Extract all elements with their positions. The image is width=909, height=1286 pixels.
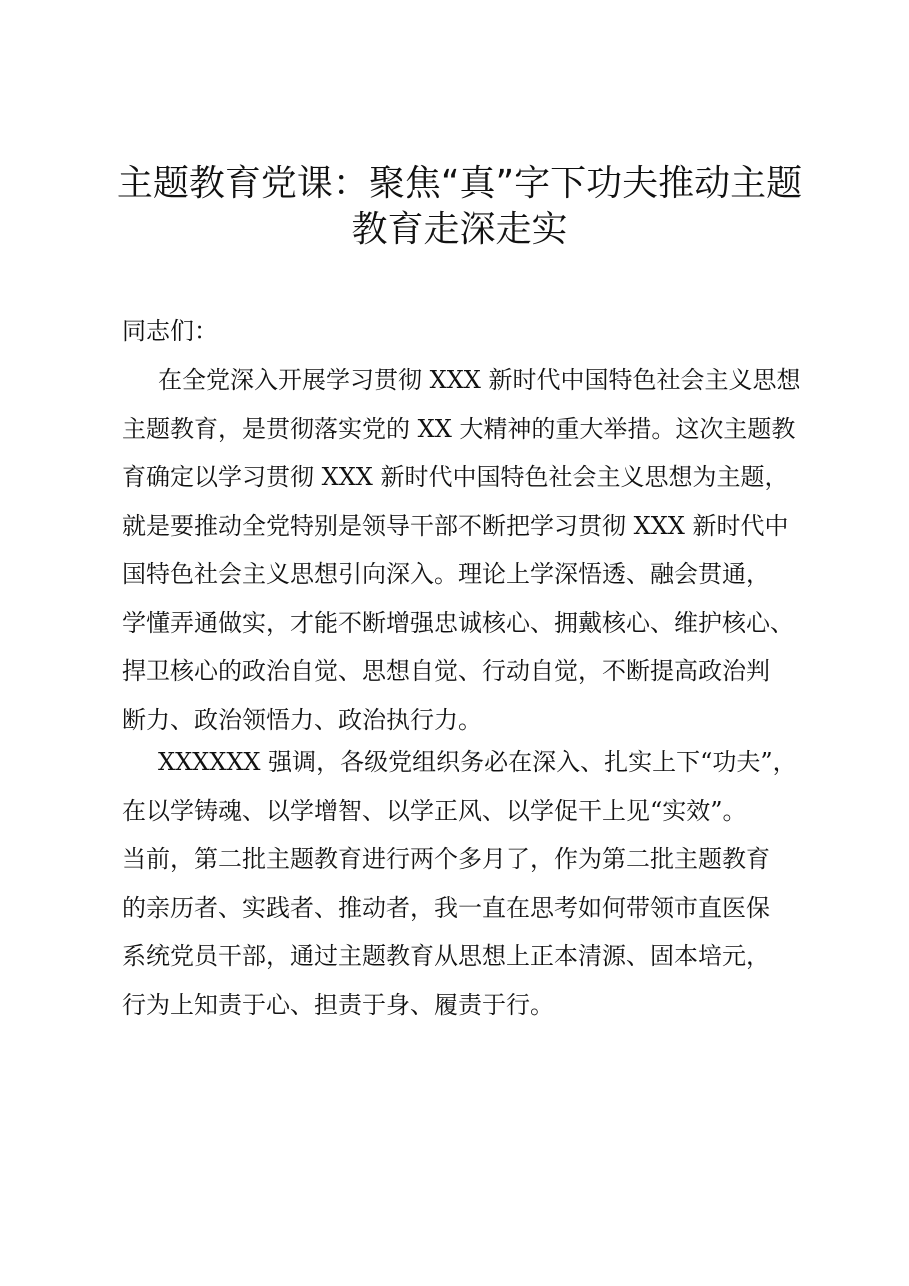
paragraph-line: 学懂弄通做实，才能不断增强忠诚核心、拥戴核心、维护核心、	[122, 608, 794, 637]
body-paragraph	[122, 356, 812, 744]
paragraph-line: 行为上知责于心、担责于身、履责于行。	[122, 990, 554, 1019]
paragraph-line: 主题教育，是贯彻落实党的 XX 大精神的重大举措。这次主题教	[122, 414, 796, 443]
body-paragraph	[122, 738, 812, 1029]
paragraph-line: 当前，第二批主题教育进行两个多月了，作为第二批主题教育	[122, 845, 770, 873]
paragraph-line: 捍卫核心的政治自觉、思想自觉、行动自觉，不断提高政治判	[122, 657, 770, 685]
salutation: 同志们：	[122, 317, 218, 345]
document-title	[110, 161, 809, 253]
paragraph-line: XXXXXX 强调，各级党组织务必在深入、扎实上下“功夫”，	[158, 748, 797, 776]
paragraph-line: 断力、政治领悟力、政治执行力。	[122, 705, 482, 734]
document-title-line: 主题教育党课：聚焦“真”字下功夫推动主题	[116, 163, 803, 204]
paragraph-line: 在全党深入开展学习贯彻 XXX 新时代中国特色社会主义思想	[158, 366, 801, 394]
paragraph-line: 国特色社会主义思想引向深入。理论上学深悟透、融会贯通，	[122, 560, 770, 588]
paragraph-line: 的亲历者、实践者、推动者，我一直在思考如何带领市直医保	[122, 893, 770, 922]
document-title-line: 教育走深走实	[351, 209, 568, 250]
paragraph-line: 就是要推动全党特别是领导干部不断把学习贯彻 XXX 新时代中	[122, 511, 789, 540]
paragraph-line: 系统党员干部，通过主题教育从思想上正本清源、固本培元，	[122, 942, 770, 970]
paragraph-line: 育确定以学习贯彻 XXX 新时代中国特色社会主义思想为主题，	[122, 463, 789, 491]
paragraph-line: 在以学铸魂、以学增智、以学正风、以学促干上见“实效”。	[122, 796, 747, 825]
